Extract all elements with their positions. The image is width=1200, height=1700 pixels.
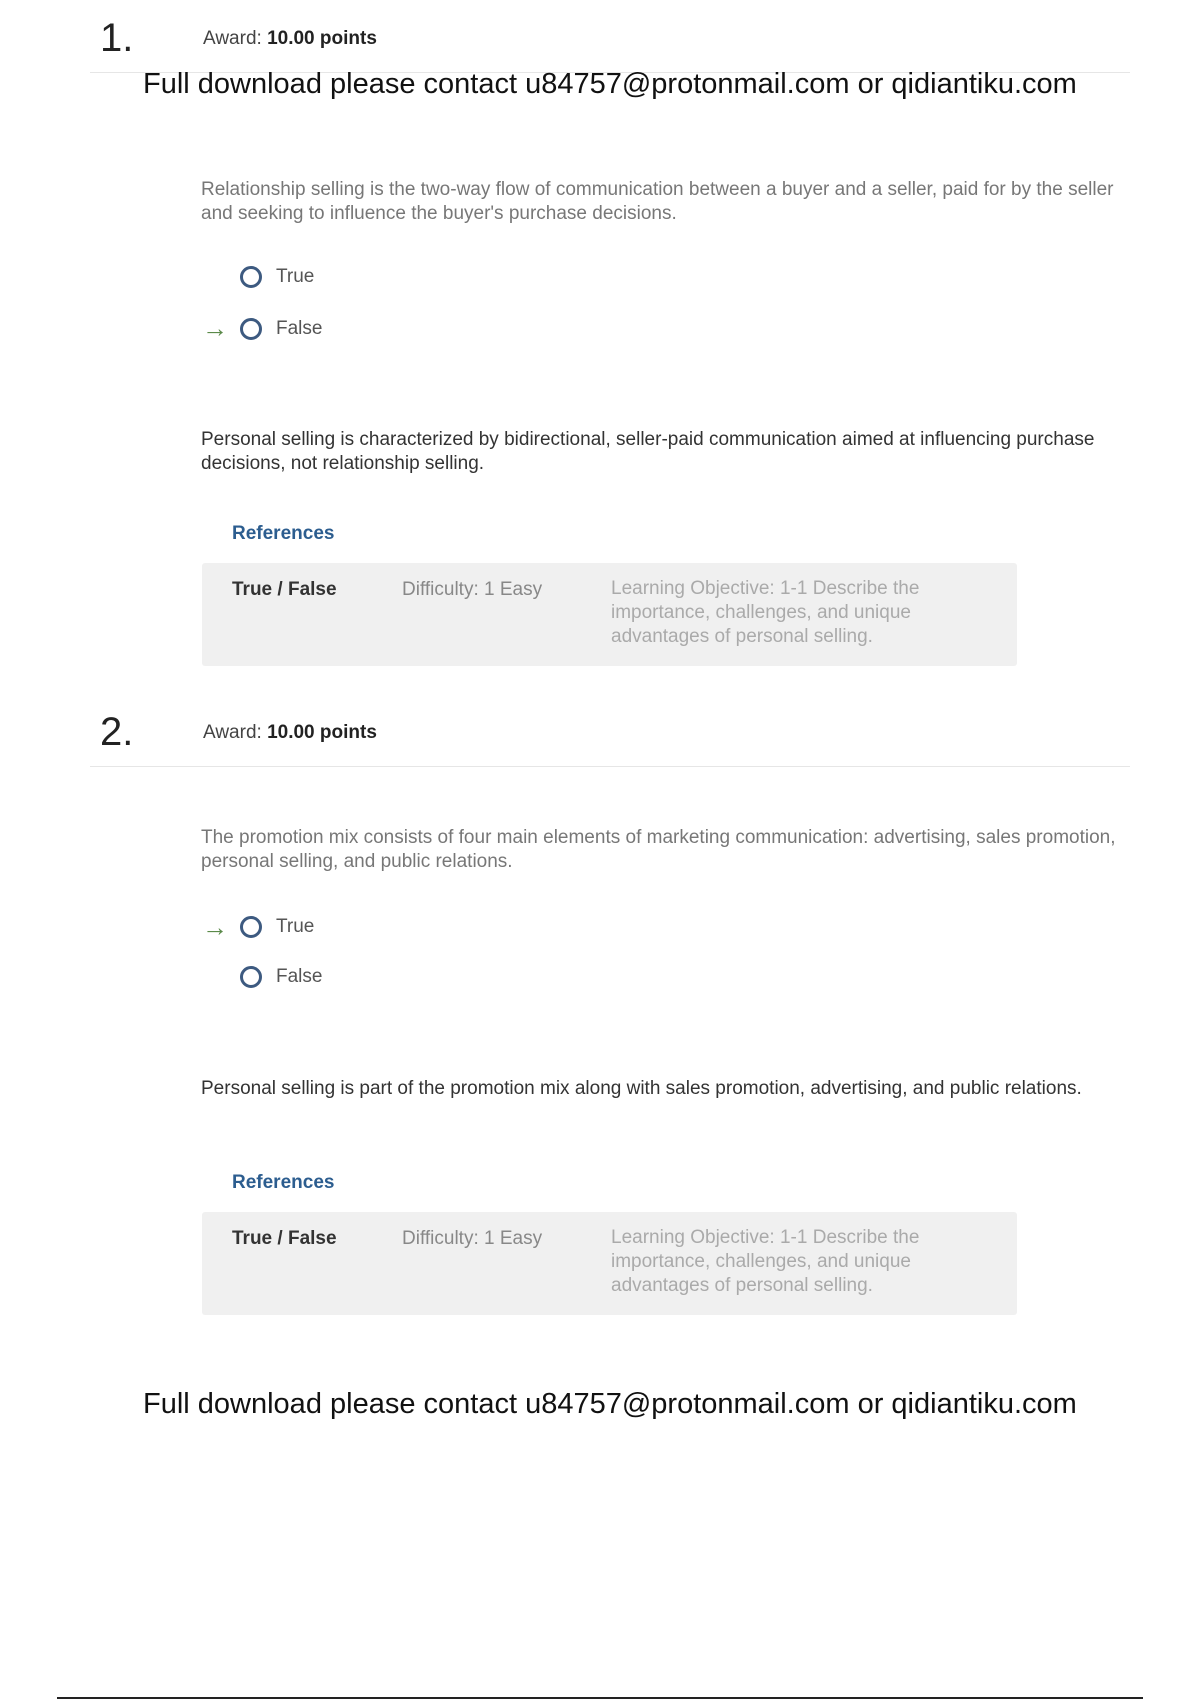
award-label: Award:	[203, 28, 262, 49]
question-number: 2.	[100, 710, 134, 754]
question-text: The promotion mix consists of four main elements of marketing communication: advertising, sales promotion, personal selling, and public relations.	[201, 827, 1116, 872]
radio-circle-icon[interactable]	[240, 266, 262, 288]
ref-difficulty: Difficulty: 1 Easy	[402, 579, 543, 600]
option-label: True	[276, 916, 315, 937]
references-heading[interactable]: References	[232, 1172, 335, 1193]
download-banner: Full download please contact u84757@protonmail.com or qidiantiku.com	[143, 1388, 1077, 1420]
explanation-text: Personal selling is part of the promotion mix along with sales promotion, advertising, and public relations.	[201, 1078, 1082, 1099]
option-true[interactable]	[240, 262, 314, 292]
radio-circle-icon[interactable]	[240, 966, 262, 988]
ref-learning-objective: Learning Objective: 1-1 Describe the importance, challenges, and unique advantages of personal selling.	[611, 578, 920, 647]
ref-type: True / False	[232, 1228, 337, 1249]
footer-rule	[57, 1697, 1143, 1699]
download-banner: Full download please contact u84757@protonmail.com or qidiantiku.com	[143, 68, 1077, 100]
radio-circle-icon[interactable]	[240, 318, 262, 340]
award-label: Award:	[203, 722, 262, 743]
option-false[interactable]	[240, 962, 322, 992]
award-value: 10.00 points	[267, 28, 377, 49]
explanation-text: Personal selling is characterized by bidirectional, seller-paid communication aimed at influencing purchase decisions, not relationship selling.	[201, 429, 1095, 474]
award-value: 10.00 points	[267, 722, 377, 743]
right-arrow-icon: →	[202, 313, 228, 343]
award-line	[203, 722, 377, 744]
question-number: 1.	[100, 16, 134, 60]
option-label: False	[276, 966, 323, 987]
references-box	[202, 1212, 1017, 1315]
ref-type: True / False	[232, 579, 337, 600]
option-true[interactable]	[240, 912, 314, 942]
ref-difficulty: Difficulty: 1 Easy	[402, 1228, 543, 1249]
divider	[90, 766, 1130, 767]
option-label: True	[276, 266, 315, 287]
option-false[interactable]	[240, 314, 322, 344]
references-box	[202, 563, 1017, 666]
award-line	[203, 28, 377, 50]
question-text: Relationship selling is the two-way flow of communication between a buyer and a seller, paid for by the seller and seeking to influence the buyer's purchase decisions.	[201, 179, 1114, 224]
right-arrow-icon: →	[202, 912, 228, 942]
ref-learning-objective: Learning Objective: 1-1 Describe the importance, challenges, and unique advantages of personal selling.	[611, 1227, 920, 1296]
references-heading[interactable]: References	[232, 523, 335, 544]
radio-circle-icon[interactable]	[240, 916, 262, 938]
option-label: False	[276, 318, 323, 339]
